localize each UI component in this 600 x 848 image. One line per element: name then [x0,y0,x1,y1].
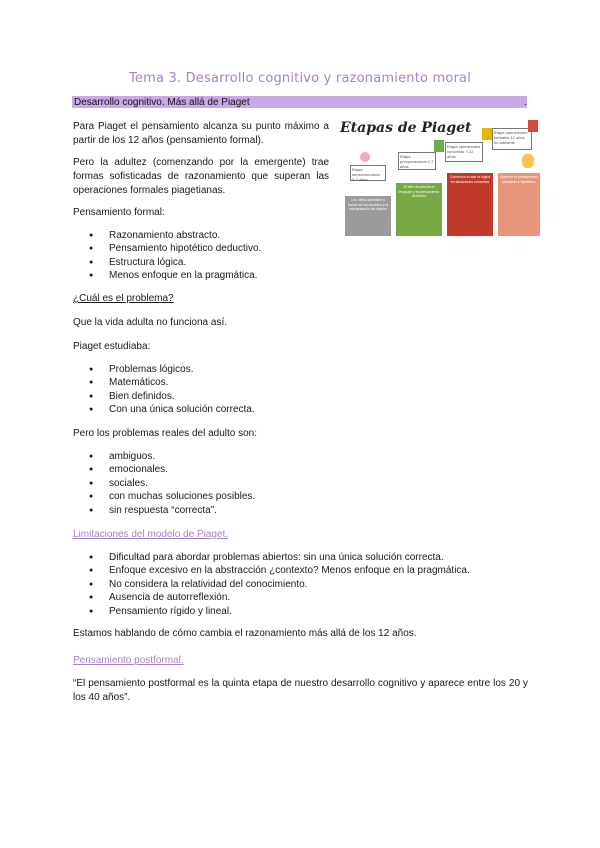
postformal-heading: Pensamiento postformal. [73,655,184,666]
section-heading: Desarrollo cognitivo. Más allá de Piaget [74,97,250,108]
paragraph-adultez: Pero la adultez (comenzando por la emergente) trae formas sofisticadas de razonamiento que superan las operaciones formales piagetianas. [73,157,329,196]
list-item: ● ambiguos. [73,450,533,463]
box-formales: Aparece el pensamiento abstracto e hipotético [498,173,540,236]
list-item: ● Dificultad para abordar problemas abiertos: sin una única solución correcta. [73,551,543,564]
real-problems-list [73,450,533,517]
flag-red-icon [528,120,538,132]
list-item: ● Enfoque excesivo en la abstracción ¿contexto? Menos enfoque en la pragmática. [73,564,543,577]
flag-yellow-icon [482,128,492,140]
formal-list [73,229,533,283]
piaget-heading: Piaget estudiaba: [73,341,151,352]
list-item: ● Estructura lógica. [73,256,533,269]
problem-text: Que la vida adulta no funciona así. [73,317,227,328]
baby-icon [360,152,370,162]
list-item: ● con muchas soluciones posibles. [73,490,533,503]
list-item: ● Bien definidos. [73,390,533,403]
list-item: ● Ausencia de autorreflexión. [73,591,543,604]
limits-list [73,551,543,618]
problem-heading: ¿Cuál es el problema? [73,293,174,304]
piaget-list [73,363,533,417]
list-item: ● No considera la relatividad del conocimiento. [73,578,543,591]
box-sensoriomotora: Los niños aprenden a través de los sentidos y la manipulación de objetos [345,196,391,236]
list-item: ● Razonamiento abstracto. [73,229,533,242]
child-icon [522,154,534,168]
list-item: ● Menos enfoque en la pragmática. [73,269,533,282]
heading-trailing-dot: . [524,97,527,108]
formal-heading: Pensamiento formal: [73,207,165,218]
list-item: ● Con una única solución correcta. [73,403,533,416]
list-item: ● sociales. [73,477,533,490]
paragraph-piaget-peak: Para Piaget el pensamiento alcanza su punto máximo a partir de los 12 años (pensamiento formal). [73,121,329,146]
limits-heading: Limitaciones del modelo de Piaget. [73,529,229,540]
step-concretas: Etapa operaciones concretas 7-12 años [445,142,483,162]
flag-green-icon [434,140,444,152]
page-title: Tema 3. Desarrollo cognitivo y razonamiento moral [128,71,472,86]
step-sensoriomotora: Etapa sensoriomotora 0-2 años [350,165,386,181]
infographic-title: Etapas de Piaget [340,120,472,136]
step-formales: Etapa operaciones formales 12 años en adelante [492,128,532,150]
postformal-quote: “El pensamiento postformal es la quinta etapa de nuestro desarrollo cognitivo y aparece entre los 20 y los 40 años”. [73,678,528,703]
real-problems-heading: Pero los problemas reales del adulto son: [73,428,257,439]
list-item: ● emocionales. [73,463,533,476]
box-preoperacional: El niño desarrolla el lenguaje y el pensamiento simbólico [396,183,442,236]
list-item: ● Problemas lógicos. [73,363,533,376]
step-preoperacional: Etapa preoperacional 2-7 años [398,152,436,170]
summary-text: Estamos hablando de cómo cambia el razonamiento más allá de los 12 años. [73,628,417,639]
list-item: ● Pensamiento rígido y lineal. [73,605,543,618]
list-item: ● Matemáticos. [73,376,533,389]
etapas-piaget-infographic [330,120,540,238]
list-item: ● Pensamiento hipotético deductivo. [73,242,533,255]
list-item: ● sin respuesta “correcta”. [73,504,533,517]
box-concretas: Comienza a usar la lógica en situaciones concretas [447,173,493,236]
